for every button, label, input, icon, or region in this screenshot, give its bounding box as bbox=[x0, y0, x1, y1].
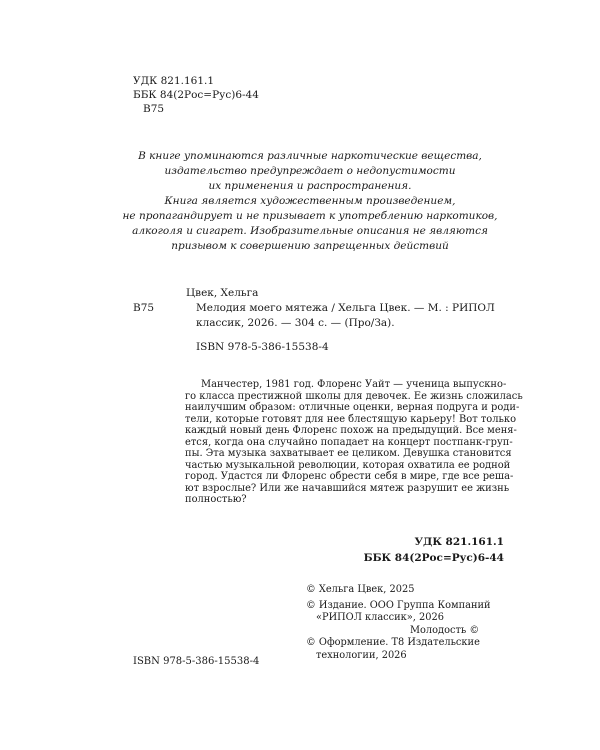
bib-author: Цвек, Хельга bbox=[186, 287, 259, 299]
annotation-line: каждый новый день Флоренс похож на предыдущий. Все меня- bbox=[185, 425, 517, 436]
copyright-block bbox=[306, 584, 491, 662]
bib-publisher-line: классик, 2026. — 304 с. — (Про/За). bbox=[196, 317, 395, 329]
annotation-line: тели, которые готовят для нее блестящую карьеру! Вот только bbox=[185, 413, 517, 425]
copyright-edition: «РИПОЛ классик», 2026 bbox=[316, 612, 444, 623]
warning-line: В книге упоминаются различные наркотические вещества, bbox=[138, 150, 482, 162]
annotation-line: го класса престижной школы для девочек. Ее жизнь сложилась bbox=[185, 390, 523, 402]
copyright-design: технологии, 2026 bbox=[316, 649, 407, 661]
copyright-design: © Оформление. Т8 Издательские bbox=[306, 637, 480, 648]
annotation-line: наилучшим образом: отличные оценки, верная подруга и роди- bbox=[185, 402, 520, 413]
annotation-line: Манчестер, 1981 год. Флоренс Уайт — ученица выпускно- bbox=[201, 379, 507, 390]
footer-udk: УДК 821.161.1 bbox=[414, 536, 504, 548]
header-udk: УДК 821.161.1 bbox=[133, 75, 215, 87]
bib-title-line: Мелодия моего мятежа / Хельга Цвек. — М. : РИПОЛ bbox=[196, 302, 495, 314]
warning-line: Книга является художественным произведением, bbox=[164, 195, 456, 207]
footer-bbk: ББК 84(2Рос=Рус)6-44 bbox=[363, 552, 504, 564]
warning-line: их применения и распространения. bbox=[208, 180, 412, 192]
warning-line: призывом к совершению запрещенных действий bbox=[171, 240, 449, 252]
footer-isbn: ISBN 978-5-386-15538-4 bbox=[133, 656, 260, 667]
annotation-line: частью музыкальной революции, которая охватила ее родной bbox=[185, 459, 511, 471]
header-author-mark: В75 bbox=[143, 103, 165, 115]
warning-line: издательство предупреждает о недопустимости bbox=[164, 165, 456, 177]
warning-line: не пропагандирует и не призывает к употреблению наркотиков, bbox=[122, 210, 498, 222]
annotation-line: полностью? bbox=[185, 494, 247, 505]
annotation-text bbox=[185, 379, 523, 506]
annotation-line: ется, когда она случайно попадает на концерт постпанк-груп- bbox=[185, 436, 513, 448]
copyright-author: © Хельга Цвек, 2025 bbox=[306, 584, 415, 595]
catalog-header bbox=[133, 74, 259, 116]
copyright-edition: Молодость © bbox=[410, 624, 480, 636]
annotation-line: ют взрослые? Или же начавшийся мятеж разрушит ее жизнь bbox=[185, 482, 510, 494]
bib-author-mark: В75 bbox=[133, 302, 155, 314]
bib-isbn: ISBN 978-5-386-15538-4 bbox=[196, 341, 329, 353]
header-bbk: ББК 84(2Рос=Рус)6-44 bbox=[133, 89, 259, 101]
copyright-edition: © Издание. ООО Группа Компаний bbox=[306, 599, 491, 611]
warning-line: алкоголя и сигарет. Изобразительные описания не являются bbox=[132, 225, 488, 237]
content-warning bbox=[120, 149, 500, 254]
annotation-line: город. Удастся ли Флоренс обрести себя в мире, где все реша- bbox=[185, 471, 514, 482]
annotation-line: пы. Эта музыка захватывает ее целиком. Девушка становится bbox=[185, 448, 512, 459]
